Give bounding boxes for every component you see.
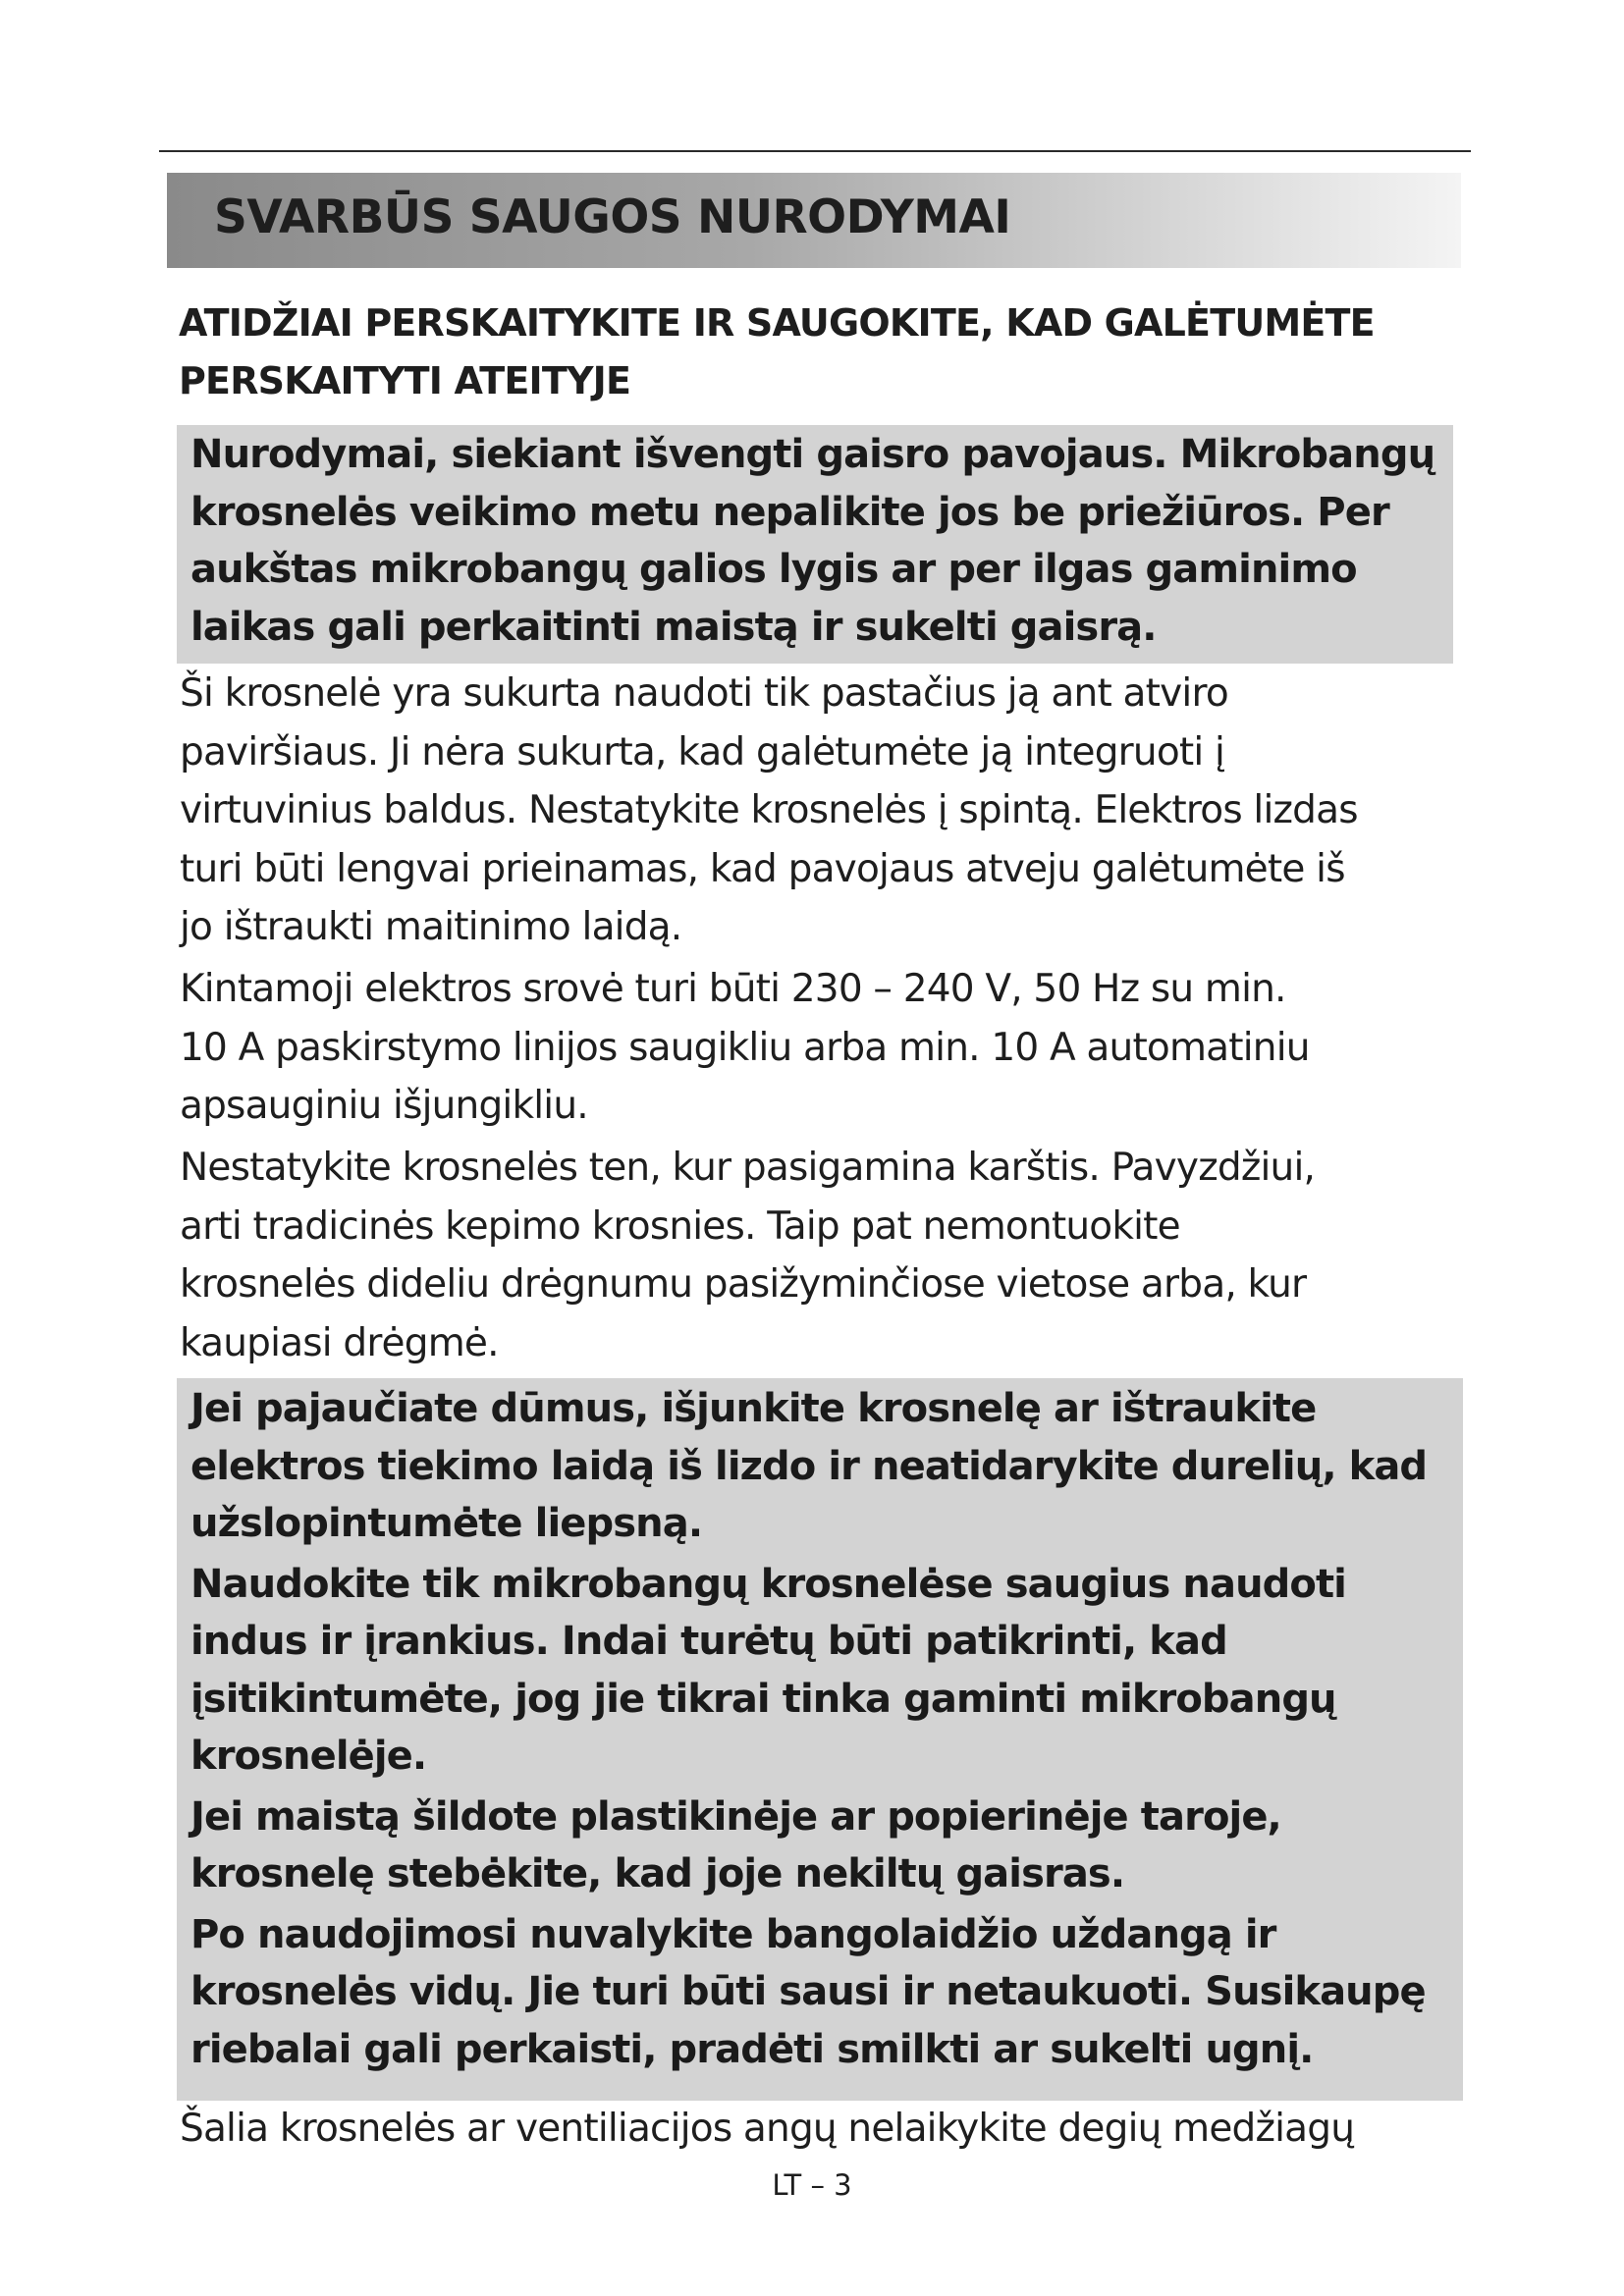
text-line: krosnelę stebėkite, kad joje nekiltų gaisras. [190,1851,1125,1896]
placement-paragraph [180,665,1476,957]
text-line: aukštas mikrobangų galios lygis ar per ilgas gaminimo [190,547,1357,592]
section-title: SVARBŪS SAUGOS NURODYMAI [214,190,1011,244]
subheading [179,294,1485,410]
power-supply-paragraph [180,960,1476,1136]
text-line: krosnelėje. [190,1734,427,1779]
text-line: virtuvinius baldus. Nestatykite krosnelės į spintą. Elektros lizdas [180,788,1358,832]
text-line: užslopintumėte liepsną. [190,1501,703,1546]
subheading-line: PERSKAITYTI ATEITYJE [179,359,631,402]
text-line: krosnelės dideliu drėgnumu pasižyminčiose vietose arba, kur [180,1262,1307,1307]
text-line: apsauginiu išjungikliu. [180,1084,588,1128]
text-line: Ši krosnelė yra sukurta naudoti tik pastačius ją ant atviro [180,671,1228,716]
text-line: elektros tiekimo laidą iš lizdo ir neatidarykite durelių, kad [190,1443,1428,1489]
flammable-materials-paragraph: Šalia krosnelės ar ventiliacijos angų nelaikykite degių medžiagų [180,2107,1355,2151]
text-line: įsitikintumėte, jog jie tikrai tinka gaminti mikrobangų [190,1676,1336,1722]
text-line: kaupiasi drėgmė. [180,1320,499,1365]
text-line: krosnelės veikimo metu nepalikite jos be priežiūros. Per [190,489,1389,535]
top-divider-line [159,150,1471,152]
text-line: Kintamoji elektros srovė turi būti 230 – 240 V, 50 Hz su min. [180,967,1286,1011]
page-number: LT – 3 [772,2168,852,2202]
text-line: krosnelės vidų. Jie turi būti sausi ir netaukuoti. Susikaupę [190,1969,1426,2014]
text-line: Nestatykite krosnelės ten, kur pasigamina karštis. Pavyzdžiui, [180,1146,1316,1190]
text-line: laikas gali perkaitinti maistą ir sukelti gaisrą. [190,604,1157,650]
safety-warning-box [177,1378,1463,2101]
text-line: Naudokite tik mikrobangų krosnelėse saugius naudoti [190,1561,1346,1607]
text-line: Nurodymai, siekiant išvengti gaisro pavojaus. Mikrobangų [190,432,1435,477]
subheading-line: ATIDŽIAI PERSKAITYKITE IR SAUGOKITE, KAD GALĖTUMĖTE [179,301,1375,345]
fire-warning-box [177,425,1453,664]
warning-paragraph-smoke [190,1380,1463,1553]
text-line: Po naudojimosi nuvalykite bangolaidžio uždangą ir [190,1911,1276,1957]
text-line: arti tradicinės kepimo krosnies. Taip pat nemontuokite [180,1203,1180,1249]
section-title-bar [167,173,1461,268]
text-line: indus ir įrankius. Indai turėtų būti patikrinti, kad [190,1619,1227,1664]
warning-paragraph [190,425,1453,656]
text-line: riebalai gali perkaisti, pradėti smilkti ar sukelti ugnį. [190,2026,1314,2072]
warning-paragraph-utensils [190,1556,1463,1786]
heat-humidity-paragraph [180,1139,1476,1372]
text-line: jo ištraukti maitinimo laidą. [180,905,682,949]
warning-paragraph-containers [190,1789,1463,1903]
text-line: Jei pajaučiate dūmus, išjunkite krosnelę ar ištraukite [190,1386,1317,1431]
text-line: turi būti lengvai prieinamas, kad pavojaus atveju galėtumėte iš [180,846,1345,891]
warning-paragraph-cleaning [190,1906,1463,2079]
text-line: Jei maistą šildote plastikinėje ar popierinėje taroje, [190,1793,1281,1840]
text-line: paviršiaus. Ji nėra sukurta, kad galėtumėte ją integruoti į [180,729,1225,774]
text-line: 10 A paskirstymo linijos saugikliu arba min. 10 A automatiniu [180,1025,1310,1070]
